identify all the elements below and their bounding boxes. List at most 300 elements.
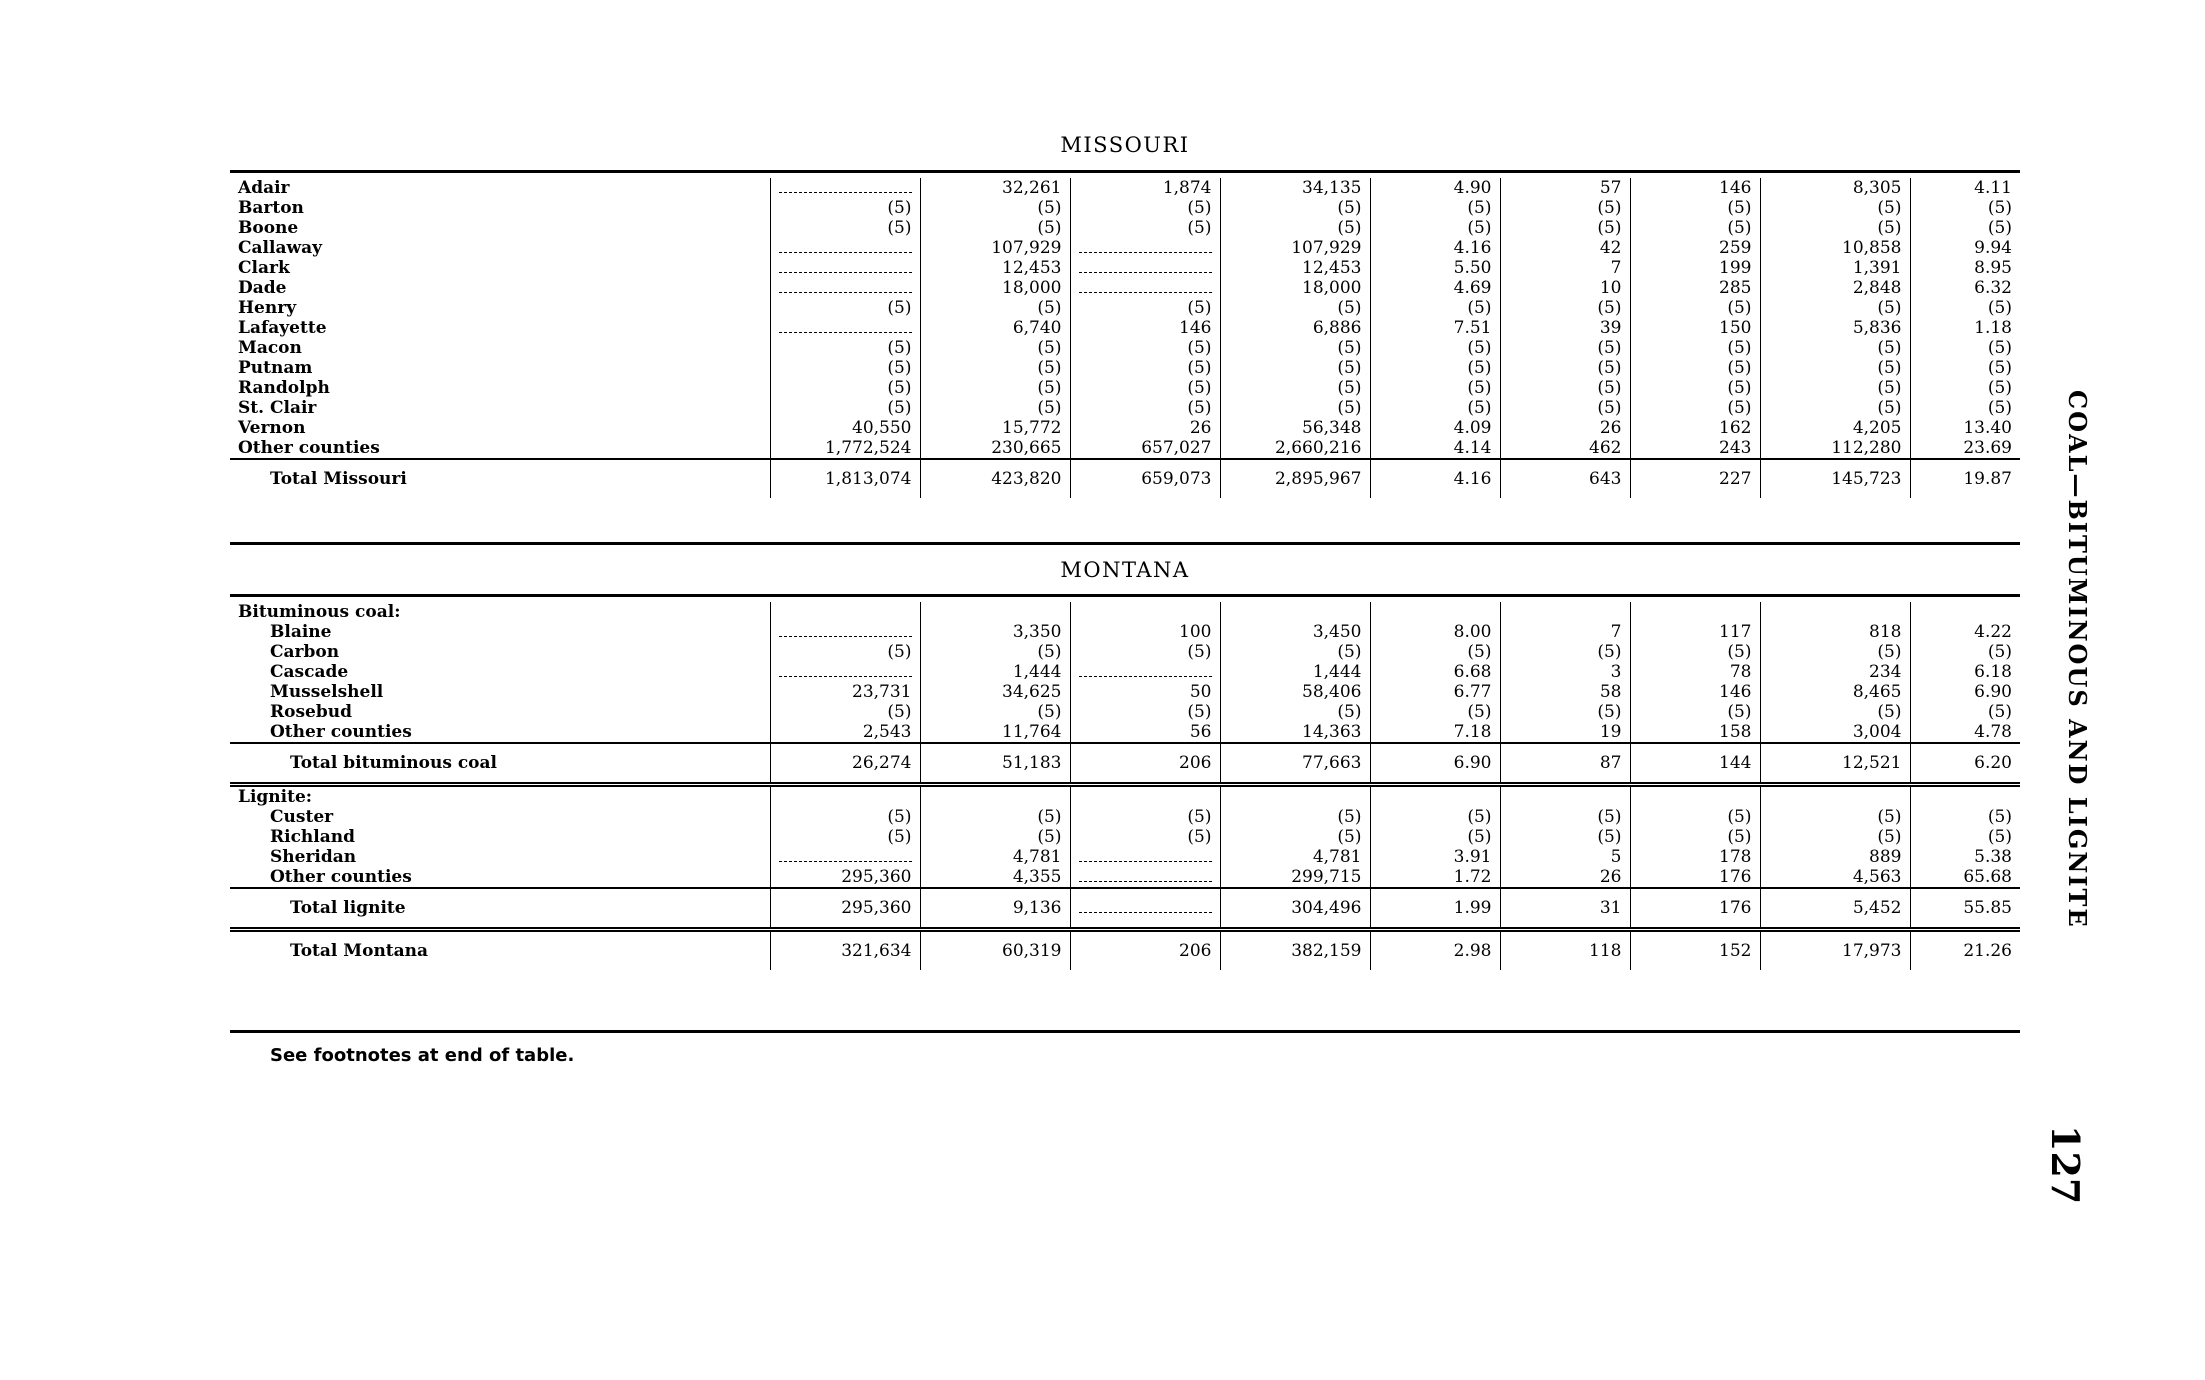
- dash-leader: [1079, 869, 1212, 882]
- table-cell: 23.69: [1910, 438, 2020, 459]
- table-cell: (5): [1630, 642, 1760, 662]
- table-cell: [1370, 785, 1500, 808]
- table-cell: 8.00: [1370, 622, 1500, 642]
- row-label: Lafayette: [238, 318, 327, 338]
- table-cell: 7.51: [1370, 318, 1500, 338]
- table-cell: 118: [1500, 930, 1630, 971]
- table-cell: [1070, 867, 1220, 888]
- table-cell: (5): [1500, 702, 1630, 722]
- row-label: Other counties: [238, 438, 380, 458]
- table-cell: 7.18: [1370, 722, 1500, 743]
- table-cell: (5): [1220, 642, 1370, 662]
- missouri-section-title: MISSOURI: [1060, 133, 1190, 157]
- row-label: Custer: [270, 807, 334, 827]
- montana-top-rule: [230, 594, 2020, 597]
- table-cell: 657,027: [1070, 438, 1220, 459]
- table-cell: [1630, 785, 1760, 808]
- table-cell: 5,836: [1760, 318, 1910, 338]
- table-cell: 19: [1500, 722, 1630, 743]
- table-cell: (5): [1760, 298, 1910, 318]
- table-cell: (5): [1630, 298, 1760, 318]
- table-cell: (5): [1500, 378, 1630, 398]
- table-cell: (5): [920, 827, 1070, 847]
- table-cell: 158: [1630, 722, 1760, 743]
- table-cell: (5): [1630, 358, 1760, 378]
- table-cell: (5): [1070, 702, 1220, 722]
- table-cell: 4,355: [920, 867, 1070, 888]
- total-row: [230, 743, 2020, 785]
- table-cell: 659,073: [1070, 459, 1220, 498]
- table-cell: 107,929: [1220, 238, 1370, 258]
- table-cell: (5): [1220, 827, 1370, 847]
- row-label: Callaway: [238, 238, 323, 258]
- dash-leader: [779, 664, 912, 677]
- table-cell: (5): [1630, 198, 1760, 218]
- table-cell: 39: [1500, 318, 1630, 338]
- county-row: [230, 178, 2020, 198]
- table-cell: [1760, 785, 1910, 808]
- table-cell: 15,772: [920, 418, 1070, 438]
- table-cell: [770, 847, 920, 867]
- table-cell: 5.38: [1910, 847, 2020, 867]
- table-cell: 1,444: [920, 662, 1070, 682]
- table-cell: [1500, 785, 1630, 808]
- table-cell: (5): [920, 338, 1070, 358]
- table-cell: (5): [1630, 398, 1760, 418]
- table-cell: [1070, 662, 1220, 682]
- table-cell: [1070, 238, 1220, 258]
- table-cell: (5): [1500, 198, 1630, 218]
- table-cell: 56: [1070, 722, 1220, 743]
- table-cell: (5): [1370, 642, 1500, 662]
- top-rule: [230, 170, 2020, 173]
- county-row: [230, 847, 2020, 867]
- dash-leader: [779, 849, 912, 862]
- bottom-rule: [230, 1030, 2020, 1033]
- county-row: [230, 238, 2020, 258]
- row-label: Total bituminous coal: [230, 743, 770, 785]
- table-cell: (5): [1630, 807, 1760, 827]
- table-cell: (5): [770, 398, 920, 418]
- county-row: [230, 642, 2020, 662]
- table-cell: 4,781: [1220, 847, 1370, 867]
- table-cell: 2,895,967: [1220, 459, 1370, 498]
- table-cell: (5): [1370, 827, 1500, 847]
- table-cell: (5): [1760, 198, 1910, 218]
- table-cell: [1070, 278, 1220, 298]
- table-cell: (5): [770, 827, 920, 847]
- table-cell: (5): [1500, 642, 1630, 662]
- table-cell: [920, 785, 1070, 808]
- table-cell: 7: [1500, 622, 1630, 642]
- row-label: Carbon: [270, 642, 340, 662]
- page-number-text: 127: [2043, 1125, 2088, 1205]
- table-cell: (5): [1910, 702, 2020, 722]
- table-cell: 4.14: [1370, 438, 1500, 459]
- table-cell: 3,450: [1220, 622, 1370, 642]
- table-cell: (5): [1630, 702, 1760, 722]
- county-row: [230, 298, 2020, 318]
- table-cell: 152: [1630, 930, 1760, 971]
- county-row: [230, 662, 2020, 682]
- table-cell: 206: [1070, 743, 1220, 785]
- table-cell: 227: [1630, 459, 1760, 498]
- table-cell: (5): [1910, 642, 2020, 662]
- table-cell: 5,452: [1760, 888, 1910, 930]
- group-heading-row: [230, 785, 2020, 808]
- row-label: Vernon: [238, 418, 306, 438]
- table-cell: (5): [1910, 398, 2020, 418]
- total-row: [230, 459, 2020, 498]
- table-cell: 162: [1630, 418, 1760, 438]
- table-cell: 4.16: [1370, 459, 1500, 498]
- table-cell: 12,453: [920, 258, 1070, 278]
- table-cell: (5): [1220, 702, 1370, 722]
- table-cell: 4.69: [1370, 278, 1500, 298]
- table-cell: (5): [1910, 827, 2020, 847]
- table-cell: (5): [1220, 398, 1370, 418]
- total-row: [230, 930, 2020, 971]
- table-cell: [770, 178, 920, 198]
- table-cell: [1910, 785, 2020, 808]
- table-cell: (5): [1500, 358, 1630, 378]
- table-cell: 889: [1760, 847, 1910, 867]
- missouri-bottom-rule: [230, 542, 2020, 545]
- table-cell: 26: [1070, 418, 1220, 438]
- table-cell: (5): [1910, 338, 2020, 358]
- table-cell: 295,360: [770, 888, 920, 930]
- dash-leader: [779, 280, 912, 293]
- table-cell: 1.18: [1910, 318, 2020, 338]
- table-cell: (5): [1760, 218, 1910, 238]
- county-row: [230, 682, 2020, 702]
- table-cell: (5): [1220, 218, 1370, 238]
- table-cell: 285: [1630, 278, 1760, 298]
- table-cell: 643: [1500, 459, 1630, 498]
- footnote: See footnotes at end of table.: [270, 1045, 575, 1066]
- table-cell: 34,135: [1220, 178, 1370, 198]
- row-label: Macon: [238, 338, 302, 358]
- table-cell: 1,391: [1760, 258, 1910, 278]
- table-cell: 423,820: [920, 459, 1070, 498]
- table-cell: 55.85: [1910, 888, 2020, 930]
- table-cell: (5): [770, 702, 920, 722]
- table-cell: (5): [1910, 298, 2020, 318]
- table-cell: (5): [770, 358, 920, 378]
- county-row: [230, 218, 2020, 238]
- table-cell: 2,543: [770, 722, 920, 743]
- county-row: [230, 622, 2020, 642]
- table-cell: (5): [1220, 298, 1370, 318]
- table-cell: (5): [920, 807, 1070, 827]
- county-row: [230, 702, 2020, 722]
- table-cell: 13.40: [1910, 418, 2020, 438]
- table-cell: (5): [1760, 807, 1910, 827]
- table-cell: (5): [1370, 378, 1500, 398]
- running-head-text: COAL—BITUMINOUS AND LIGNITE: [2063, 390, 2092, 929]
- table-cell: 8,465: [1760, 682, 1910, 702]
- table-cell: 26,274: [770, 743, 920, 785]
- table-cell: (5): [770, 807, 920, 827]
- table-cell: (5): [1070, 358, 1220, 378]
- county-row: [230, 827, 2020, 847]
- table-cell: 4,205: [1760, 418, 1910, 438]
- table-cell: 26: [1500, 867, 1630, 888]
- group-heading-row: [230, 602, 2020, 622]
- montana-section-title: MONTANA: [1060, 558, 1190, 582]
- table-cell: (5): [1910, 358, 2020, 378]
- table-cell: 21.26: [1910, 930, 2020, 971]
- table-cell: 1,772,524: [770, 438, 920, 459]
- table-cell: 10: [1500, 278, 1630, 298]
- table-cell: (5): [1070, 642, 1220, 662]
- county-row: [230, 338, 2020, 358]
- table-cell: [1070, 888, 1220, 930]
- table-cell: [1070, 785, 1220, 808]
- table-cell: 150: [1630, 318, 1760, 338]
- table-cell: 3.91: [1370, 847, 1500, 867]
- table-cell: 78: [1630, 662, 1760, 682]
- table-cell: (5): [1370, 218, 1500, 238]
- dash-leader: [779, 260, 912, 273]
- table-cell: 18,000: [920, 278, 1070, 298]
- running-head: [2060, 390, 2100, 950]
- table-cell: (5): [1760, 338, 1910, 358]
- table-cell: 40,550: [770, 418, 920, 438]
- county-row: [230, 278, 2020, 298]
- table-cell: (5): [1760, 702, 1910, 722]
- table-cell: 4.22: [1910, 622, 2020, 642]
- dash-leader: [1079, 664, 1212, 677]
- table-cell: 58,406: [1220, 682, 1370, 702]
- table-cell: (5): [1220, 358, 1370, 378]
- county-row: [230, 318, 2020, 338]
- table-cell: (5): [1500, 218, 1630, 238]
- table-cell: 4.11: [1910, 178, 2020, 198]
- table-cell: 146: [1630, 682, 1760, 702]
- table-cell: 32,261: [920, 178, 1070, 198]
- table-cell: (5): [1070, 378, 1220, 398]
- total-row: [230, 888, 2020, 930]
- table-cell: 17,973: [1760, 930, 1910, 971]
- table-cell: 6.68: [1370, 662, 1500, 682]
- table-cell: 9.94: [1910, 238, 2020, 258]
- table-cell: 4.09: [1370, 418, 1500, 438]
- table-cell: 144: [1630, 743, 1760, 785]
- table-cell: 1,813,074: [770, 459, 920, 498]
- montana-table: [230, 602, 2020, 970]
- row-label: Total lignite: [230, 888, 770, 930]
- dash-leader: [1079, 900, 1212, 913]
- table-cell: (5): [1220, 338, 1370, 358]
- table-cell: (5): [1630, 218, 1760, 238]
- table-cell: 6.20: [1910, 743, 2020, 785]
- table-cell: (5): [770, 218, 920, 238]
- county-row: [230, 807, 2020, 827]
- table-cell: 8,305: [1760, 178, 1910, 198]
- table-cell: 23,731: [770, 682, 920, 702]
- table-cell: (5): [770, 338, 920, 358]
- table-cell: [1220, 602, 1370, 622]
- missouri-table: [230, 178, 2020, 498]
- table-cell: 6,886: [1220, 318, 1370, 338]
- table-cell: 6,740: [920, 318, 1070, 338]
- table-cell: 2,660,216: [1220, 438, 1370, 459]
- table-cell: 5: [1500, 847, 1630, 867]
- row-label: Other counties: [270, 722, 412, 742]
- table-cell: 178: [1630, 847, 1760, 867]
- table-cell: 206: [1070, 930, 1220, 971]
- table-cell: (5): [1220, 807, 1370, 827]
- row-label: Richland: [270, 827, 356, 847]
- table-cell: 176: [1630, 888, 1760, 930]
- table-cell: (5): [1070, 298, 1220, 318]
- row-label: Clark: [238, 258, 290, 278]
- table-cell: (5): [770, 642, 920, 662]
- table-cell: 6.90: [1370, 743, 1500, 785]
- page-number: [2043, 1125, 2096, 1205]
- table-cell: (5): [1500, 827, 1630, 847]
- table-cell: (5): [1370, 807, 1500, 827]
- table-cell: 6.77: [1370, 682, 1500, 702]
- table-cell: (5): [1220, 198, 1370, 218]
- table-cell: (5): [1910, 198, 2020, 218]
- table-cell: (5): [920, 298, 1070, 318]
- table-cell: 2,848: [1760, 278, 1910, 298]
- table-cell: (5): [920, 218, 1070, 238]
- table-cell: 145,723: [1760, 459, 1910, 498]
- row-label: Cascade: [270, 662, 349, 682]
- dash-leader: [779, 180, 912, 193]
- table-cell: 9,136: [920, 888, 1070, 930]
- table-cell: 12,453: [1220, 258, 1370, 278]
- table-cell: (5): [920, 398, 1070, 418]
- table-cell: 295,360: [770, 867, 920, 888]
- table-cell: 3,350: [920, 622, 1070, 642]
- row-label: Randolph: [238, 378, 330, 398]
- table-cell: 26: [1500, 418, 1630, 438]
- table-cell: (5): [1760, 398, 1910, 418]
- county-row: [230, 418, 2020, 438]
- table-cell: 10,858: [1760, 238, 1910, 258]
- table-cell: 4,563: [1760, 867, 1910, 888]
- county-row: [230, 722, 2020, 743]
- table-cell: (5): [920, 702, 1070, 722]
- table-cell: 4.16: [1370, 238, 1500, 258]
- table-cell: (5): [1500, 338, 1630, 358]
- dash-leader: [1079, 240, 1212, 253]
- table-cell: (5): [1910, 218, 2020, 238]
- dash-leader: [779, 240, 912, 253]
- table-cell: 146: [1070, 318, 1220, 338]
- row-label: Other counties: [270, 867, 412, 887]
- table-cell: [770, 238, 920, 258]
- table-cell: 146: [1630, 178, 1760, 198]
- table-cell: (5): [1370, 702, 1500, 722]
- table-cell: 65.68: [1910, 867, 2020, 888]
- table-cell: (5): [1500, 398, 1630, 418]
- table-cell: 58: [1500, 682, 1630, 702]
- table-cell: 4,781: [920, 847, 1070, 867]
- table-cell: (5): [920, 378, 1070, 398]
- table-cell: 4.90: [1370, 178, 1500, 198]
- table-cell: 176: [1630, 867, 1760, 888]
- dash-leader: [1079, 280, 1212, 293]
- table-cell: (5): [1370, 358, 1500, 378]
- table-cell: (5): [1500, 807, 1630, 827]
- table-cell: [770, 278, 920, 298]
- table-cell: (5): [1630, 827, 1760, 847]
- table-cell: 7: [1500, 258, 1630, 278]
- row-label: Sheridan: [270, 847, 357, 867]
- table-cell: 51,183: [920, 743, 1070, 785]
- table-cell: 230,665: [920, 438, 1070, 459]
- table-cell: 6.32: [1910, 278, 2020, 298]
- table-cell: 50: [1070, 682, 1220, 702]
- table-cell: (5): [920, 198, 1070, 218]
- table-cell: 3: [1500, 662, 1630, 682]
- table-cell: 818: [1760, 622, 1910, 642]
- table-cell: 77,663: [1220, 743, 1370, 785]
- table-cell: 112,280: [1760, 438, 1910, 459]
- row-label: St. Clair: [238, 398, 317, 418]
- table-cell: (5): [1760, 827, 1910, 847]
- table-cell: [770, 662, 920, 682]
- table-cell: 57: [1500, 178, 1630, 198]
- table-cell: 1,874: [1070, 178, 1220, 198]
- table-cell: [1630, 602, 1760, 622]
- table-cell: 3,004: [1760, 722, 1910, 743]
- table-cell: [1370, 602, 1500, 622]
- table-cell: 107,929: [920, 238, 1070, 258]
- county-row: [230, 358, 2020, 378]
- table-cell: [770, 602, 920, 622]
- table-cell: (5): [920, 358, 1070, 378]
- table-cell: 8.95: [1910, 258, 2020, 278]
- table-cell: [770, 258, 920, 278]
- table-cell: (5): [1760, 642, 1910, 662]
- table-cell: (5): [1760, 378, 1910, 398]
- table-cell: (5): [1760, 358, 1910, 378]
- table-cell: (5): [1070, 218, 1220, 238]
- county-row: [230, 378, 2020, 398]
- table-cell: 60,319: [920, 930, 1070, 971]
- table-cell: (5): [770, 298, 920, 318]
- table-cell: 31: [1500, 888, 1630, 930]
- table-cell: (5): [1220, 378, 1370, 398]
- table-cell: (5): [1630, 338, 1760, 358]
- table-cell: [1070, 602, 1220, 622]
- table-cell: [1760, 602, 1910, 622]
- table-cell: [770, 318, 920, 338]
- county-row: [230, 198, 2020, 218]
- group-heading: Bituminous coal:: [238, 602, 401, 622]
- table-cell: (5): [1070, 198, 1220, 218]
- table-cell: (5): [1630, 378, 1760, 398]
- table-cell: (5): [1070, 827, 1220, 847]
- table-cell: 321,634: [770, 930, 920, 971]
- table-cell: 1.99: [1370, 888, 1500, 930]
- table-cell: 100: [1070, 622, 1220, 642]
- table-cell: 11,764: [920, 722, 1070, 743]
- row-label: Blaine: [270, 622, 332, 642]
- table-cell: 6.90: [1910, 682, 2020, 702]
- table-cell: 5.50: [1370, 258, 1500, 278]
- table-cell: 34,625: [920, 682, 1070, 702]
- row-label: Musselshell: [270, 682, 384, 702]
- table-cell: (5): [770, 378, 920, 398]
- table-cell: 199: [1630, 258, 1760, 278]
